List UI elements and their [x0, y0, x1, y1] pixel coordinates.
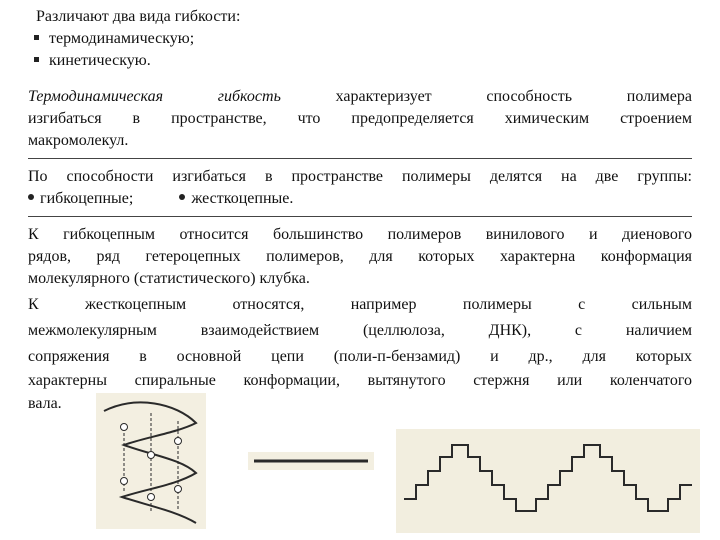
divider: [28, 216, 692, 217]
para3-line1: К гибкоцепным относится большинство полимеров винилового и диенового: [28, 226, 692, 243]
para3-line2: рядов, ряд гетероцепных полимеров, для которых характерна конформация: [28, 248, 692, 265]
para3-line5: межмолекулярным взаимодействием (целлюлоза, ДНК), с наличием: [28, 322, 692, 339]
para3-line3: молекулярного (статистического) клубка.: [28, 270, 310, 287]
bullet-icon: [28, 194, 34, 200]
para3-line6: сопряжения в основной цепи (поли-п-бензамид) и др., для которых: [28, 348, 692, 365]
intro-heading: Различают два вида гибкости:: [36, 8, 241, 25]
para1-line1-rest: характеризует способность полимера: [335, 88, 692, 105]
figure-background: [396, 429, 700, 533]
para1-line2: изгибаться в пространстве, что предопределяется химическим строением: [28, 110, 692, 127]
para2-line1: По способности изгибаться в пространстве полимеры делятся на две группы:: [28, 168, 692, 185]
para3-line8: вала.: [28, 395, 62, 412]
para1-line3: макромолекул.: [28, 132, 129, 149]
intro-item-2: [34, 50, 151, 72]
para3-line4: К жесткоцепным относятся, например полимеры с сильным: [28, 296, 692, 313]
bullet-icon: [34, 57, 39, 62]
para1-line1: [28, 86, 692, 108]
term-thermodynamic-flexibility: Термодинамическая гибкость: [28, 88, 281, 105]
para2-item-1: гибкоцепные;: [40, 190, 134, 207]
crankshaft-conformation-figure: [396, 429, 700, 533]
helix-conformation-figure: [96, 393, 206, 529]
divider: [28, 158, 692, 159]
bullet-icon: [179, 194, 185, 200]
para2-items: [28, 188, 293, 210]
para3-line7: характерны спиральные конформации, вытянутого стержня или коленчатого: [28, 372, 692, 389]
extended-rod-figure: [248, 452, 374, 470]
bullet-icon: [34, 35, 39, 40]
intro-item-2-text: кинетическую.: [49, 52, 151, 69]
para2-item-2: жесткоцепные.: [191, 190, 294, 207]
intro-item-1: [34, 28, 194, 50]
intro-item-1-text: термодинамическую;: [49, 30, 195, 47]
